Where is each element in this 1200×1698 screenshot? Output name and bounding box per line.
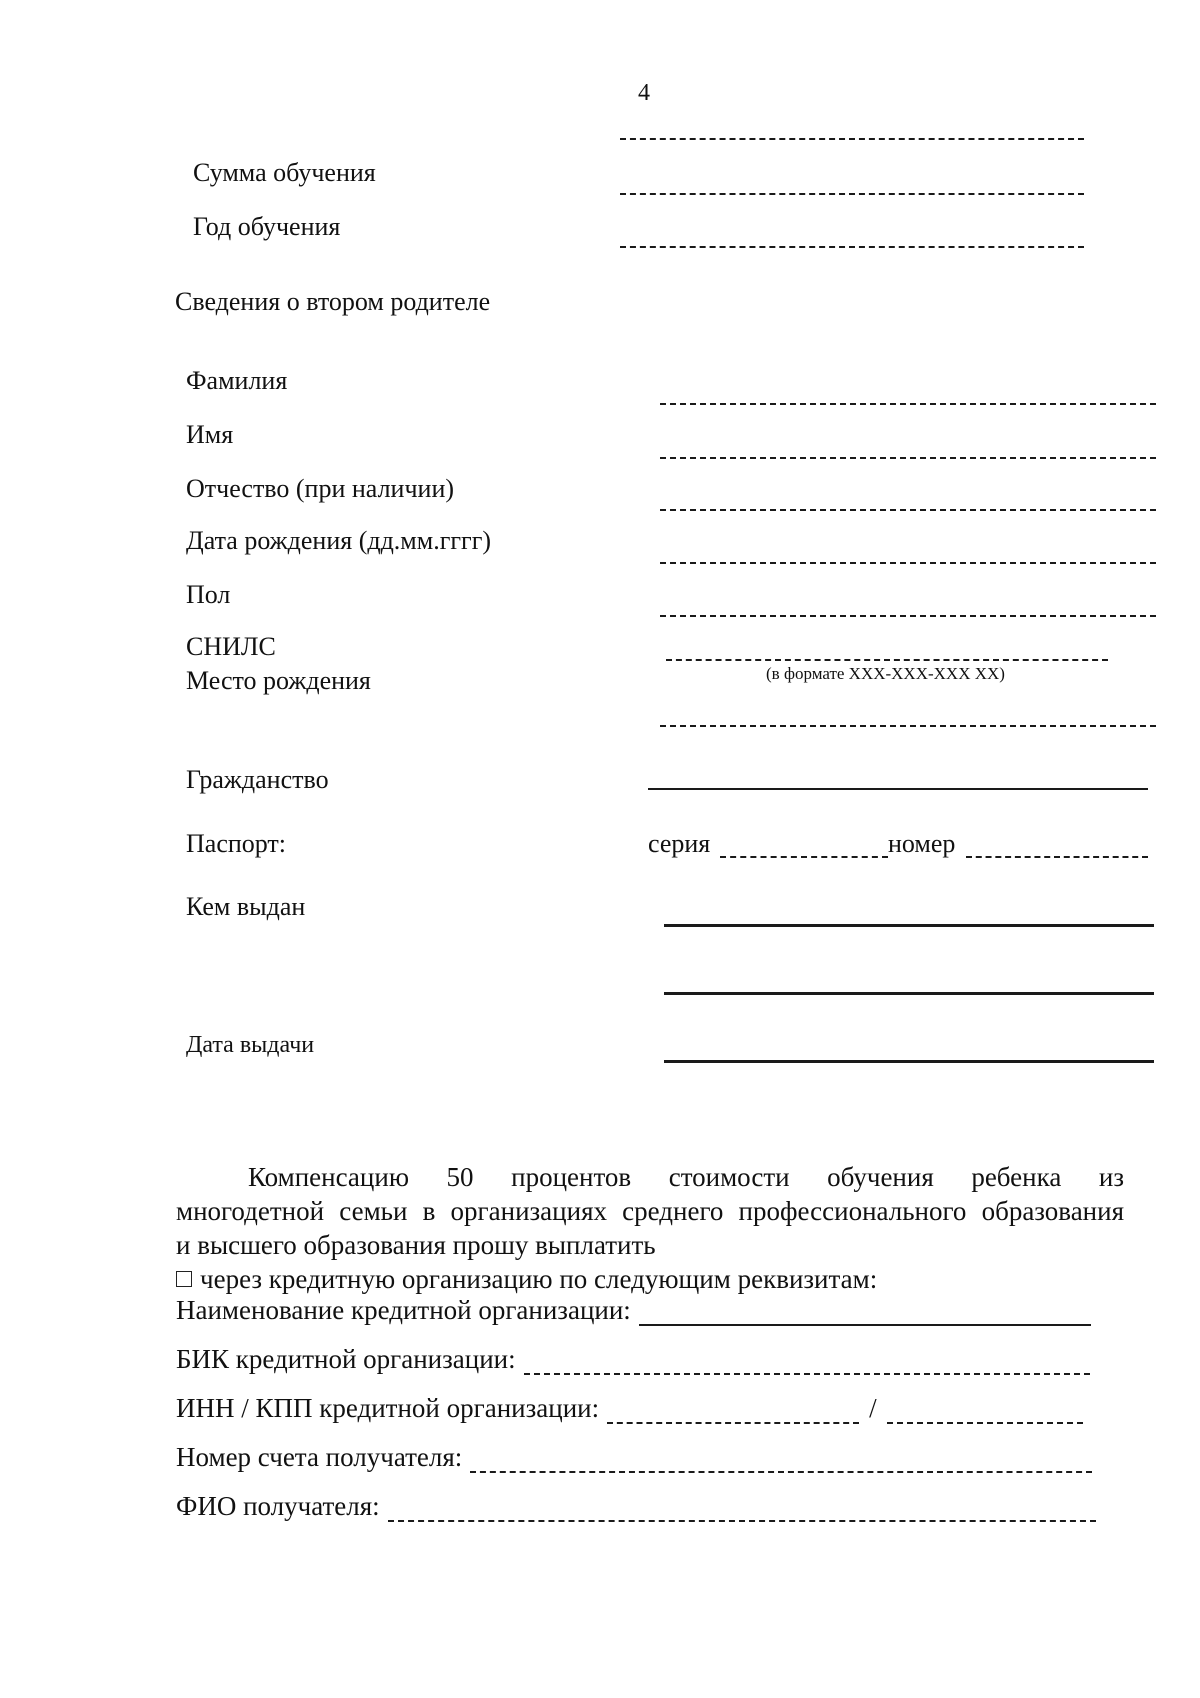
birthplace-line[interactable] bbox=[660, 725, 1156, 727]
snils-line[interactable] bbox=[666, 659, 1108, 661]
issued-by-label: Кем выдан bbox=[186, 892, 306, 921]
name-line[interactable] bbox=[660, 457, 1156, 459]
sum-label: Сумма обучения bbox=[193, 158, 376, 187]
bik-line[interactable] bbox=[524, 1349, 1090, 1375]
year-label: Год обучения bbox=[193, 212, 341, 241]
issue-date-label: Дата выдачи bbox=[186, 1032, 315, 1058]
bik-label: БИК кредитной организации: bbox=[176, 1344, 516, 1374]
para-line-3: и высшего образования прошу выплатить bbox=[176, 1230, 656, 1260]
number-line[interactable] bbox=[966, 856, 1148, 858]
payment-option-text: через кредитную организацию по следующим реквизитам: bbox=[200, 1264, 878, 1294]
surname-label: Фамилия bbox=[186, 366, 288, 395]
snils-label: СНИЛС bbox=[186, 632, 276, 661]
inn-kpp-row bbox=[176, 1392, 1083, 1424]
name-label: Имя bbox=[186, 420, 234, 449]
sex-label: Пол bbox=[186, 580, 231, 609]
birthdate-label: Дата рождения (дд.мм.гггг) bbox=[186, 526, 492, 555]
page-number: 4 bbox=[638, 80, 650, 106]
payment-option[interactable] bbox=[176, 1262, 1124, 1296]
bank-name-line[interactable] bbox=[639, 1300, 1091, 1326]
account-label: Номер счета получателя: bbox=[176, 1442, 463, 1472]
birthdate-line[interactable] bbox=[660, 562, 1156, 564]
year-line[interactable] bbox=[620, 246, 1084, 248]
citizenship-label: Гражданство bbox=[186, 765, 329, 794]
kpp-line[interactable] bbox=[887, 1398, 1083, 1424]
passport-label: Паспорт: bbox=[186, 829, 287, 858]
para-line-1: Компенсацию 50 процентов стоимости обучения ребенка из bbox=[248, 1162, 1124, 1192]
checkbox-icon[interactable] bbox=[176, 1271, 192, 1287]
bank-name-row bbox=[176, 1294, 1091, 1326]
inn-kpp-slash: / bbox=[869, 1393, 877, 1423]
issued-by-line-2[interactable] bbox=[664, 992, 1154, 995]
recipient-row bbox=[176, 1490, 1096, 1522]
sex-line[interactable] bbox=[660, 615, 1156, 617]
series-label: серия bbox=[648, 829, 711, 858]
surname-line[interactable] bbox=[660, 403, 1156, 405]
inn-kpp-label: ИНН / КПП кредитной организации: bbox=[176, 1393, 600, 1423]
second-parent-heading: Сведения о втором родителе bbox=[175, 287, 491, 316]
account-line[interactable] bbox=[470, 1447, 1092, 1473]
snils-hint: (в формате XXX-XXX-XXX XX) bbox=[766, 664, 1005, 683]
citizenship-line[interactable] bbox=[648, 788, 1148, 790]
account-row bbox=[176, 1441, 1092, 1473]
series-line[interactable] bbox=[720, 856, 888, 858]
birthplace-label: Место рождения bbox=[186, 666, 371, 695]
inn-line[interactable] bbox=[607, 1398, 859, 1424]
patronymic-line[interactable] bbox=[660, 509, 1156, 511]
bank-name-label: Наименование кредитной организации: bbox=[176, 1295, 631, 1325]
recipient-label: ФИО получателя: bbox=[176, 1491, 380, 1521]
recipient-line[interactable] bbox=[388, 1496, 1096, 1522]
number-label: номер bbox=[888, 829, 956, 858]
sum-line[interactable] bbox=[620, 193, 1084, 195]
bik-row bbox=[176, 1343, 1090, 1375]
top-blank-line bbox=[620, 138, 1084, 140]
compensation-paragraph bbox=[176, 1160, 1124, 1296]
issue-date-line[interactable] bbox=[664, 1060, 1154, 1063]
patronymic-label: Отчество (при наличии) bbox=[186, 474, 455, 503]
para-line-2: многодетной семьи в организациях среднего профессионального образования bbox=[176, 1196, 1124, 1226]
issued-by-line-1[interactable] bbox=[664, 924, 1154, 927]
